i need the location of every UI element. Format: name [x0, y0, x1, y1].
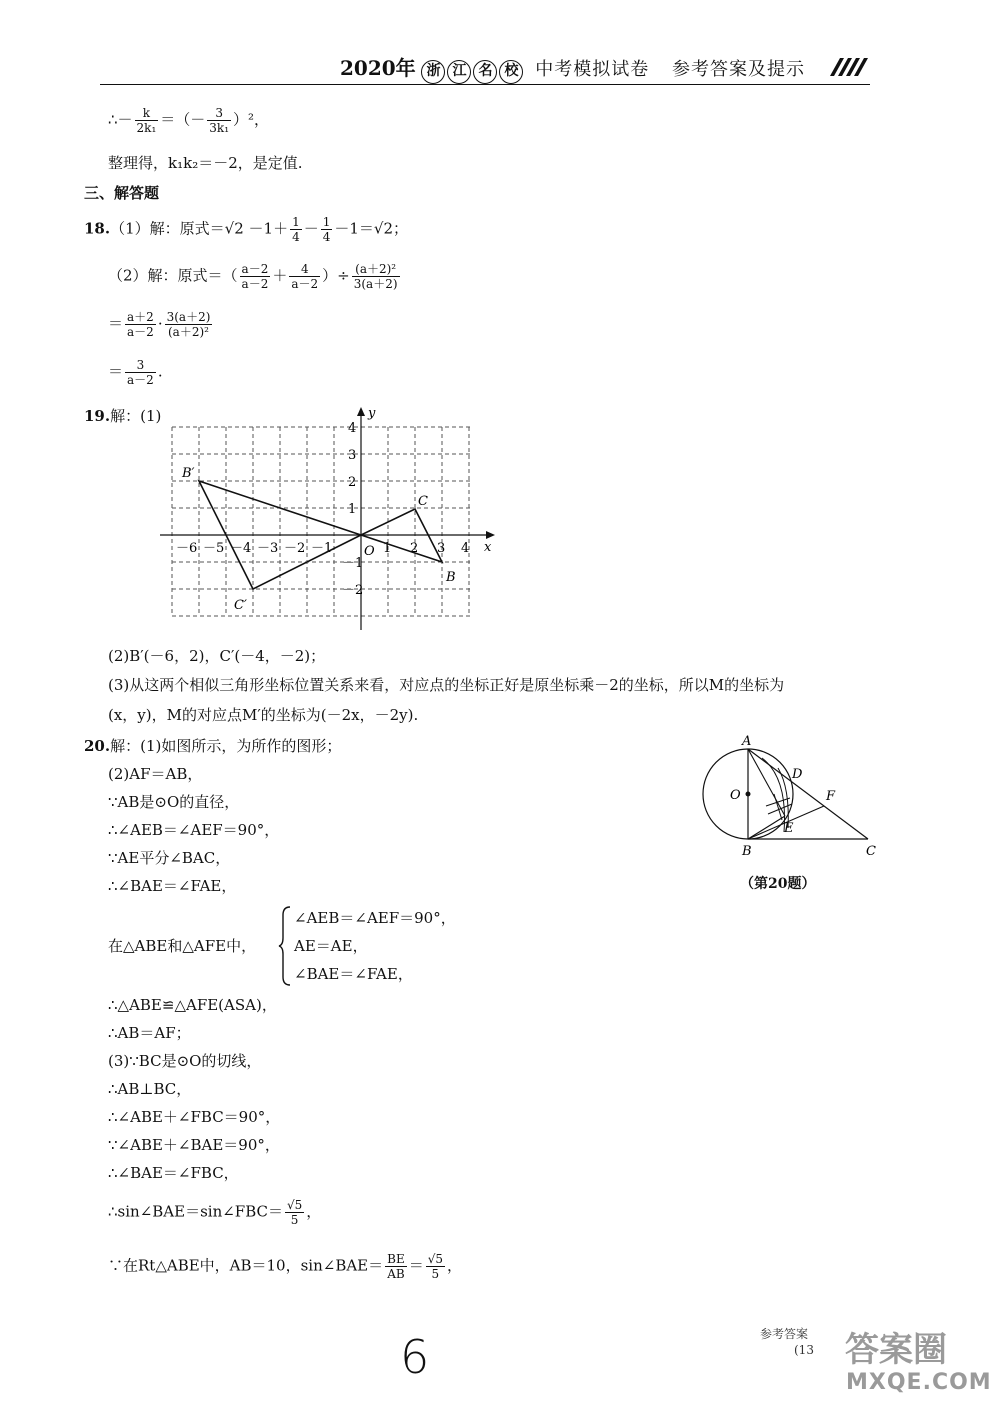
q18-part1 [84, 215, 408, 244]
x-tick: －6 [176, 541, 198, 556]
question-number: 19. [84, 407, 111, 425]
label-e: E [784, 821, 794, 836]
text: ， [306, 1202, 322, 1221]
text: ＋ [272, 266, 288, 285]
denominator: a－2 [127, 373, 154, 387]
header-answer-title: 参考答案及提示 [672, 59, 806, 80]
x-tick: 1 [383, 541, 392, 556]
q18-step3 [108, 310, 214, 339]
text: ＝ [408, 1256, 424, 1275]
fraction [426, 1252, 445, 1281]
numerator: √5 [286, 1198, 303, 1212]
y-tick: －2 [342, 583, 364, 598]
x-tick: －4 [230, 541, 252, 556]
text: ）²， [233, 110, 270, 129]
denominator: a－2 [127, 325, 154, 339]
q20-brace-prefix: 在△ABE和△AFE中， [108, 937, 257, 955]
q19-part3-line2: (x，y)，M的对应点M′的坐标为(－2x，－2y). [108, 706, 419, 724]
x-tick: －5 [203, 541, 225, 556]
fraction [352, 262, 400, 291]
x-tick: 2 [410, 541, 419, 556]
fraction [135, 106, 159, 135]
text: ＝ [108, 362, 124, 381]
text: 解：(1) [110, 407, 162, 425]
label-o: O [730, 788, 741, 803]
label-b: B [742, 844, 752, 858]
q20-brace-line-1: ∠AEB＝∠AEF＝90°， [294, 909, 456, 927]
text: ∴－ [108, 110, 133, 129]
watermark-logo: 答案圈 [845, 1330, 947, 1370]
q20-line-3: ∵AB是⊙O的直径， [108, 793, 240, 811]
numerator: 4 [289, 262, 320, 277]
point-label-c-prime: C′ [234, 598, 247, 613]
x-axis-arrow [486, 531, 495, 539]
point-label-c: C [418, 494, 428, 509]
q20-line-10: ∴AB⊥BC， [108, 1080, 192, 1098]
denominator: a－2 [291, 277, 319, 291]
x-tick: －2 [284, 541, 306, 556]
denominator: 4 [292, 230, 300, 244]
q20-sin-line-1 [108, 1198, 321, 1227]
denominator: 2k₁ [136, 121, 157, 135]
q19-part3-line1: (3)从这两个相似三角形坐标位置关系来看，对应点的坐标正好是原坐标乘－2的坐标，所以M的坐标为 [108, 676, 785, 694]
fraction [207, 106, 231, 135]
q20-line-6: ∴∠BAE＝∠FAE， [108, 877, 237, 895]
fraction [240, 262, 271, 291]
text: － [303, 219, 319, 238]
numerator: 3(a＋2) [166, 310, 211, 324]
footer-page-ref [760, 1326, 814, 1358]
watermark-url: MXQE.COM [846, 1370, 992, 1395]
q18-step4 [108, 358, 163, 387]
y-axis-arrow [357, 407, 365, 416]
fraction [290, 215, 302, 244]
fraction [385, 1252, 407, 1281]
numerator: a＋2 [127, 310, 154, 324]
q20-line-12: ∵∠ABE＋∠BAE＝90°， [108, 1136, 280, 1154]
numerator: 1 [292, 215, 300, 229]
denominator: AB [387, 1267, 405, 1281]
q20-sin-line-2 [108, 1252, 462, 1281]
header-badge-3: 名 [473, 60, 497, 84]
numerator: √5 [427, 1252, 444, 1266]
q20-line-1 [84, 735, 341, 756]
header-badge-2: 江 [447, 60, 471, 84]
segment-ac [748, 749, 868, 839]
numerator: 3 [125, 358, 156, 373]
x-tick: 3 [437, 541, 446, 556]
center-dot [746, 792, 751, 797]
q20-line-4: ∴∠AEB＝∠AEF＝90°， [108, 821, 280, 839]
q20-geometry-figure [690, 728, 890, 858]
text: ， [447, 1256, 463, 1275]
label-c: C [866, 844, 876, 858]
text: ∴sin∠BAE＝sin∠FBC＝ [108, 1202, 283, 1221]
y-tick-labels [342, 421, 363, 598]
denominator: 3k₁ [209, 121, 229, 135]
q20-line-13: ∴∠BAE＝∠FBC， [108, 1164, 239, 1182]
point-label-b: B [446, 570, 456, 585]
handwritten-page-number: 6 [400, 1330, 430, 1384]
fraction [125, 358, 156, 387]
denominator: 5 [290, 1213, 299, 1227]
label-d: D [792, 767, 803, 782]
q20-line-7: ∴△ABE≌△AFE(ASA)， [108, 996, 277, 1014]
figure-caption: （第20题） [740, 876, 816, 892]
page-header [340, 52, 805, 84]
text: （2）解：原式＝（ [108, 266, 238, 285]
text: 解：(1)如图所示，为所作的图形； [110, 737, 342, 755]
q20-brace-line-3: ∠BAE＝∠FAE， [294, 965, 413, 983]
q19-part2: (2)B′(－6，2)，C′(－4，－2)； [108, 647, 326, 665]
header-rule [100, 84, 870, 85]
text: . [157, 362, 163, 381]
header-year: 2020年 [340, 56, 416, 80]
text: ）÷ [322, 266, 350, 285]
y-tick: －1 [342, 556, 364, 571]
header-badge-4: 校 [499, 60, 523, 84]
fraction [321, 215, 333, 244]
point-label-b-prime: B′ [182, 466, 195, 481]
brace-icon [278, 905, 292, 987]
numerator: BE [387, 1252, 405, 1266]
prev-line-1 [108, 106, 269, 135]
denominator: 3(a＋2) [353, 277, 398, 291]
x-tick: －3 [257, 541, 279, 556]
q20-line-11: ∴∠ABE＋∠FBC＝90°， [108, 1108, 281, 1126]
y-tick: 4 [348, 421, 357, 436]
fraction [289, 262, 320, 291]
y-axis-label: y [368, 406, 376, 421]
footer-ref-line1: 参考答案 [760, 1327, 809, 1341]
section-heading: 三、解答题 [84, 184, 160, 202]
denominator: 4 [322, 230, 331, 244]
text: －1＝√2； [334, 219, 409, 238]
label-f: F [826, 789, 836, 804]
header-badge-1: 浙 [421, 60, 445, 84]
text: （1）解：原式＝√2 －1＋ [110, 219, 289, 238]
fraction [165, 310, 213, 339]
fraction [125, 310, 156, 339]
text: ∵在Rt△ABE中，AB＝10，sin∠BAE＝ [108, 1256, 384, 1275]
numerator: (a＋2)² [352, 262, 400, 277]
q20-line-9: (3)∵BC是⊙O的切线， [108, 1052, 262, 1070]
q20-line-8: ∴AB＝AF； [108, 1024, 191, 1042]
y-tick: 1 [348, 502, 357, 517]
x-axis-label: x [484, 540, 492, 555]
q20-line-2: (2)AF＝AB， [108, 765, 203, 783]
q20-brace-line-2: AE＝AE， [294, 937, 368, 955]
q20-line-5: ∵AE平分∠BAC， [108, 849, 231, 867]
y-tick: 2 [348, 475, 357, 490]
numerator: 3 [207, 106, 231, 121]
numerator: 1 [322, 215, 331, 229]
question-number: 20. [84, 737, 111, 755]
header-stripes-icon [822, 56, 872, 78]
text: ＝ [108, 314, 124, 333]
origin-label: O [364, 544, 375, 559]
denominator: (a＋2)² [168, 325, 209, 339]
coordinate-graph [150, 405, 510, 635]
x-tick: －1 [311, 541, 333, 556]
denominator: a－2 [241, 277, 269, 291]
question-number: 18. [84, 219, 111, 238]
label-a: A [742, 734, 752, 749]
y-tick: 3 [348, 448, 357, 463]
text: ＝（－ [160, 110, 206, 129]
numerator: a－2 [241, 262, 269, 276]
q18-part2 [108, 262, 402, 291]
x-tick: 4 [461, 541, 470, 556]
prev-line-2: 整理得，k₁k₂＝－2，是定值. [108, 154, 303, 172]
fraction [285, 1198, 304, 1227]
text: · [157, 314, 163, 333]
denominator: 5 [431, 1267, 440, 1281]
header-subtitle: 中考模拟试卷 [535, 59, 650, 80]
footer-ref-line2: (13 [794, 1343, 814, 1357]
numerator: k [135, 106, 159, 121]
